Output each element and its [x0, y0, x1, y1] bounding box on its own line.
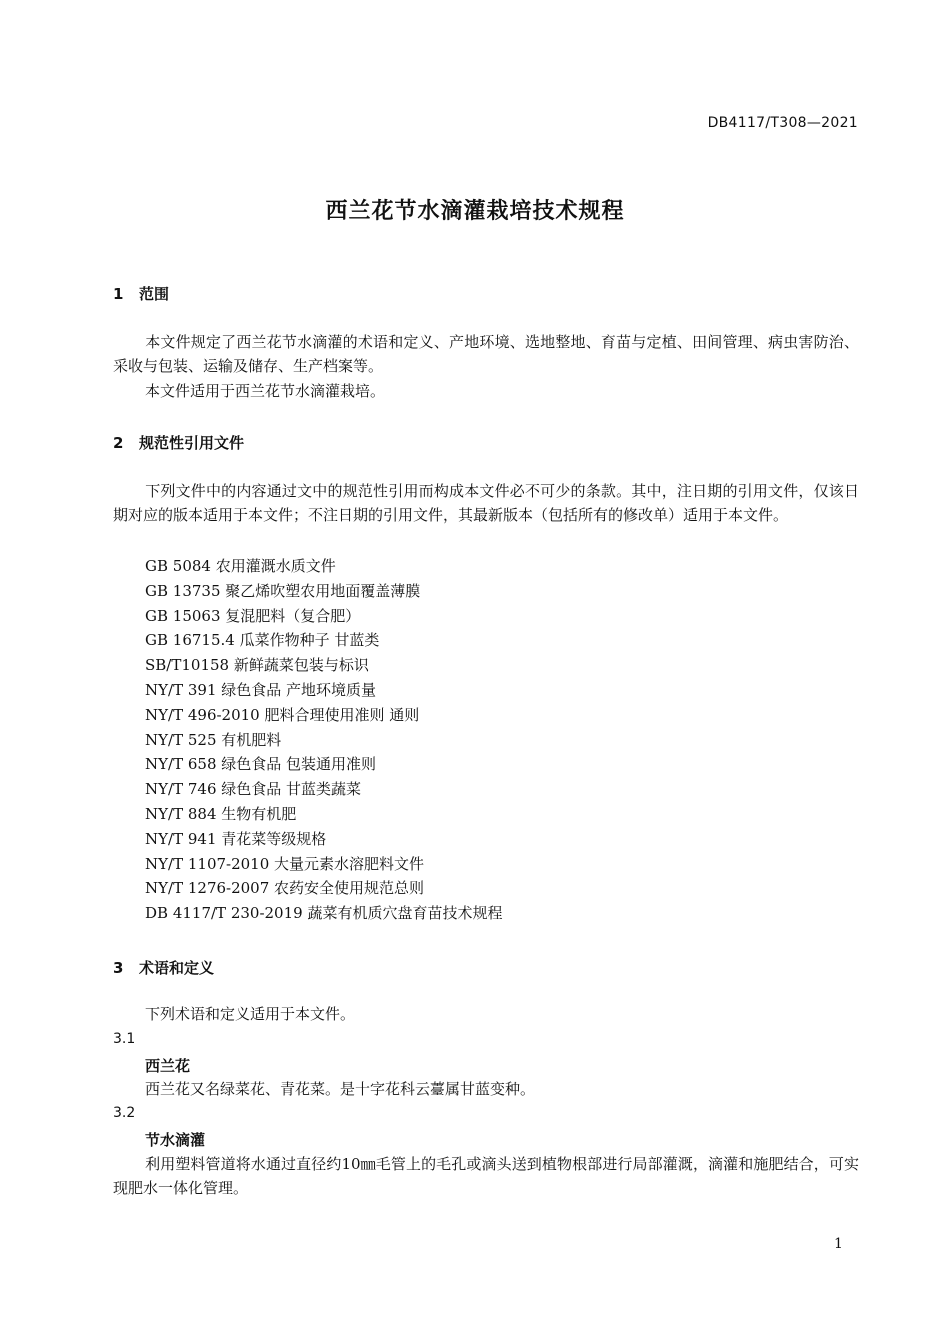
paragraph-text: 下列文件中的内容通过文中的规范性引用而构成本文件必不可少的条款。其中，注日期的引用文件，仅该日期对应的版本适用于本文件；不注日期的引用文件，其最新版本（包括所有的修改单）适用于本文件。	[113, 482, 859, 524]
term-3-2-number: 3.2	[113, 1105, 136, 1121]
reference-item: NY/T 391 绿色食品 产地环境质量	[145, 680, 377, 699]
reference-item: NY/T 1107-2010 大量元素水溶肥料文件	[145, 854, 425, 873]
reference-item: NY/T 1276-2007 农药安全使用规范总则	[145, 879, 425, 898]
reference-item: GB 15063 复混肥料（复合肥）	[145, 606, 361, 625]
page-number: 1	[834, 1236, 843, 1252]
reference-item: NY/T 884 生物有机肥	[145, 804, 297, 823]
section-number: 1	[113, 285, 124, 303]
term-3-1-definition: 西兰花又名绿菜花、青花菜。是十字花科云薹属甘蓝变种。	[145, 1080, 536, 1098]
term-3-1-title: 西兰花	[145, 1057, 191, 1075]
section-title: 术语和定义	[139, 959, 215, 977]
reference-item: GB 13735 聚乙烯吹塑农用地面覆盖薄膜	[145, 581, 421, 600]
standard-code: DB4117/T308—2021	[707, 115, 858, 131]
reference-item: NY/T 496-2010 肥料合理使用准则 通则	[145, 705, 420, 724]
reference-item: NY/T 525 有机肥料	[145, 730, 282, 749]
reference-item: GB 16715.4 瓜菜作物种子 甘蓝类	[145, 631, 380, 650]
section-1-paragraph-2	[113, 379, 859, 403]
section-1-heading	[113, 283, 169, 304]
section-1-paragraph-1	[113, 330, 859, 378]
reference-item: SB/T10158 新鲜蔬菜包装与标识	[145, 656, 369, 675]
term-3-2-definition	[113, 1152, 859, 1200]
section-2-paragraph-1	[113, 479, 859, 527]
section-number: 2	[113, 434, 124, 452]
document-title: 西兰花节水滴灌栽培技术规程	[325, 199, 625, 224]
section-3-heading	[113, 957, 214, 978]
section-number: 3	[113, 959, 124, 977]
term-3-1-number: 3.1	[113, 1031, 136, 1047]
normative-references-list	[145, 554, 502, 926]
reference-item: NY/T 746 绿色食品 甘蓝类蔬菜	[145, 780, 362, 799]
reference-item: NY/T 658 绿色食品 包装通用准则	[145, 755, 377, 774]
term-3-2-title: 节水滴灌	[145, 1131, 206, 1149]
reference-item: NY/T 941 青花菜等级规格	[145, 829, 327, 848]
paragraph-text: 本文件规定了西兰花节水滴灌的术语和定义、产地环境、选地整地、育苗与定植、田间管理、病虫害防治、采收与包装、运输及储存、生产档案等。	[113, 333, 859, 375]
section-title: 规范性引用文件	[139, 434, 245, 452]
section-title: 范围	[139, 285, 170, 303]
section-3-paragraph-1: 下列术语和定义适用于本文件。	[145, 1005, 356, 1023]
paragraph-text: 利用塑料管道将水通过直径约10㎜毛管上的毛孔或滴头送到植物根部进行局部灌溉，滴灌和施肥结合，可实现肥水一体化管理。	[113, 1155, 859, 1197]
paragraph-text: 本文件适用于西兰花节水滴灌栽培。	[145, 382, 386, 400]
section-2-heading	[113, 432, 244, 453]
reference-item: GB 5084 农用灌溉水质文件	[145, 557, 336, 575]
reference-item: DB 4117/T 230-2019 蔬菜有机质穴盘育苗技术规程	[145, 904, 503, 923]
